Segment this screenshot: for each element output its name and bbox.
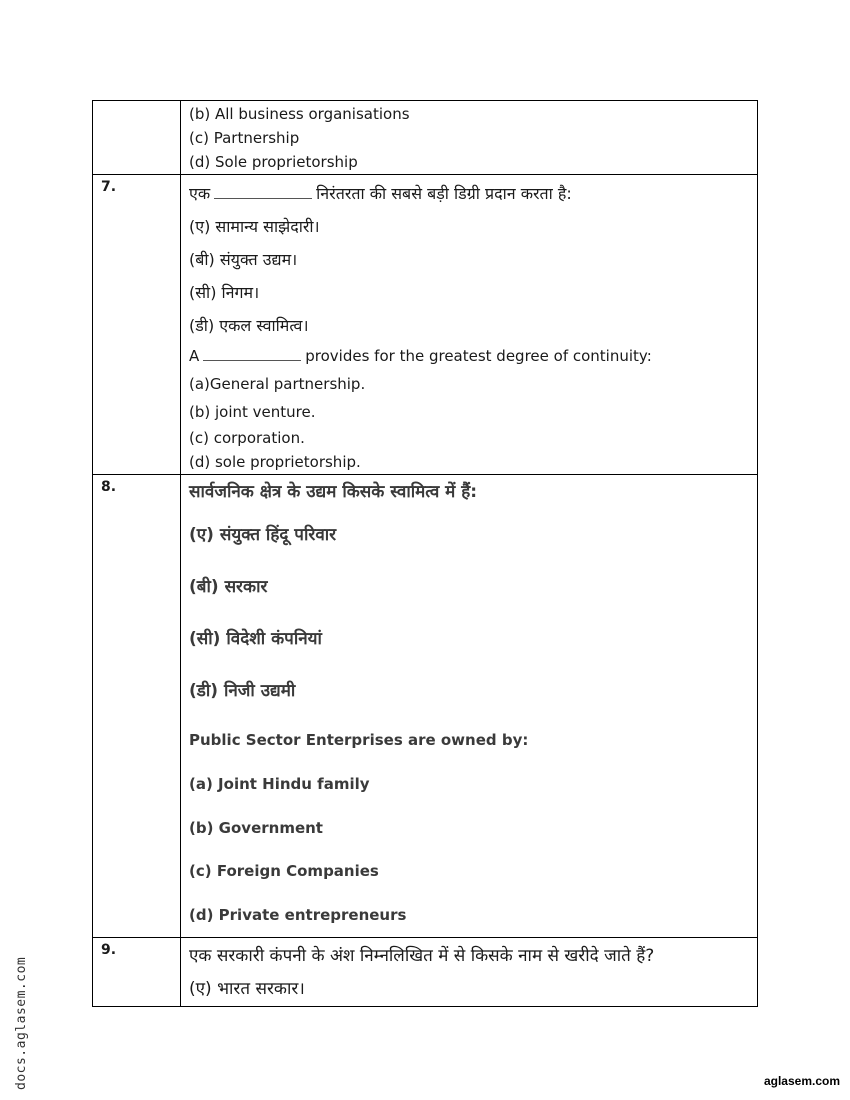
- option-text: (b) All business organisations: [189, 105, 410, 123]
- question-body-cell: [181, 101, 758, 175]
- corner-watermark: aglasem.com: [763, 1074, 840, 1088]
- blank-line: [203, 346, 301, 361]
- option-text-hindi: (ए) संयुक्त हिंदू परिवार: [189, 525, 337, 545]
- option-text-english: (b) Government: [189, 818, 323, 837]
- option-text: (d) Sole proprietorship: [189, 153, 358, 171]
- question-text-hindi: एक सरकारी कंपनी के अंश निम्नलिखित में से किसके नाम से खरीदे जाते हैं?: [189, 946, 655, 966]
- question-table: [92, 100, 758, 1007]
- question-body-cell: [181, 475, 758, 938]
- question-text-part: provides for the greatest degree of continuity:: [305, 347, 652, 365]
- question-number-cell: [93, 101, 181, 175]
- question-text-english: Public Sector Enterprises are owned by:: [189, 731, 529, 749]
- option-text-english: (d) sole proprietorship.: [189, 453, 361, 471]
- option-text-english: (d) Private entrepreneurs: [189, 905, 407, 924]
- option-text-english: (b) joint venture.: [189, 403, 316, 421]
- option-text-english: (c) Foreign Companies: [189, 862, 379, 880]
- question-body-cell: [181, 938, 758, 1007]
- option-text: (c) Partnership: [189, 129, 300, 147]
- option-text-hindi: (डी) एकल स्वामित्व।: [189, 316, 309, 335]
- option-text-hindi: (ए) भारत सरकार।: [189, 979, 305, 999]
- question-number: 8.: [93, 475, 181, 938]
- side-watermark: docs.aglasem.com: [14, 956, 29, 1090]
- option-text-hindi: (बी) सरकार: [189, 577, 268, 597]
- question-text-part: निरंतरता की सबसे बड़ी डिग्री प्रदान करता है:: [316, 184, 572, 203]
- question-body-cell: [181, 175, 758, 475]
- question-text-part: A: [189, 347, 200, 365]
- option-text-english: (c) corporation.: [189, 429, 305, 447]
- option-text-hindi: (ए) सामान्य साझेदारी।: [189, 217, 320, 236]
- question-text-hindi: [189, 177, 757, 210]
- option-text-hindi: (डी) निजी उद्यमी: [189, 681, 296, 701]
- question-text-part: एक: [189, 184, 211, 203]
- question-text-hindi: सार्वजनिक क्षेत्र के उद्यम किसके स्वामित्व में हैं:: [189, 482, 478, 502]
- blank-line: [214, 184, 312, 199]
- option-text-hindi: (सी) विदेशी कंपनियां: [189, 629, 322, 649]
- question-number: 7.: [93, 175, 181, 475]
- question-text-english: [189, 342, 757, 370]
- table-row: [93, 101, 758, 175]
- option-text-english: (a) Joint Hindu family: [189, 775, 370, 793]
- option-text-hindi: (सी) निगम।: [189, 283, 260, 302]
- question-number: 9.: [93, 938, 181, 1007]
- table-row: [93, 938, 758, 1007]
- table-row: [93, 475, 758, 938]
- option-text-english: (a)General partnership.: [189, 375, 366, 393]
- table-row: [93, 175, 758, 475]
- option-text-hindi: (बी) संयुक्त उद्यम।: [189, 250, 298, 269]
